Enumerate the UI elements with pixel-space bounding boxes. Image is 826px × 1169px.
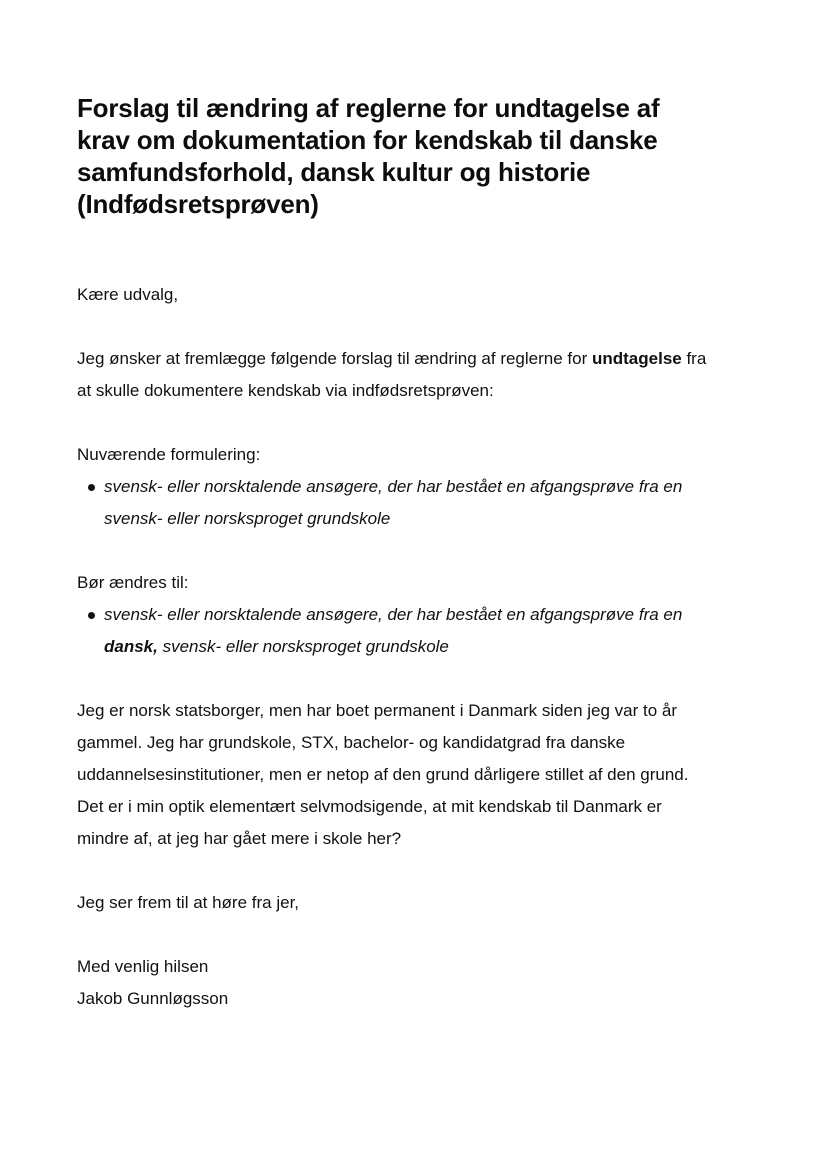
letter-body <box>77 279 717 1015</box>
greeting: Kære udvalg, <box>77 285 179 304</box>
signoff-line: Med venlig hilsen <box>77 957 209 976</box>
signature-name: Jakob Gunnløgsson <box>77 989 229 1008</box>
bullet-icon <box>88 612 95 619</box>
intro-bold-term: undtagelse <box>591 349 682 368</box>
intro-paragraph <box>77 343 717 407</box>
proposed-bold-term: dansk, <box>104 637 158 656</box>
closing-line: Jeg ser frem til at høre fra jer, <box>77 893 300 912</box>
proposed-formulation-item <box>77 599 717 663</box>
current-formulation-item <box>77 471 717 535</box>
bullet-icon <box>88 484 95 491</box>
letter-title: Forslag til ændring af reglerne for undtagelse af krav om dokumentation for kendskab til danske samfundsforhold, dansk kultur og historie (Indfødsretsprøven) <box>77 93 660 219</box>
current-formulation-text: svensk- eller norsktalende ansøgere, der har bestået en afgangsprøve fra en svensk- eller norsksproget grundskole <box>104 477 683 528</box>
intro-text-end: fra at skulle dokumentere kendskab via indfødsretsprøven: <box>77 349 707 400</box>
intro-text-start: Jeg ønsker at fremlægge følgende forslag til ændring af reglerne for <box>77 349 592 368</box>
proposed-text-start: svensk- eller norsktalende ansøgere, der har bestået en afgangsprøve fra en <box>104 605 683 624</box>
current-formulation-list <box>77 471 717 535</box>
proposed-text-end: svensk- eller norsksproget grundskole <box>157 637 449 656</box>
letter-page <box>77 92 717 1015</box>
current-formulation-label: Nuværende formulering: <box>77 445 261 464</box>
proposed-formulation-label: Bør ændres til: <box>77 573 189 592</box>
proposed-formulation-list <box>77 599 717 663</box>
explanation-paragraph: Jeg er norsk statsborger, men har boet permanent i Danmark siden jeg var to år gammel. Jeg har grundskole, STX, bachelor- og kandidatgrad fra danske uddannelsesinstitutioner, men er netop af den grund dårligere stillet af den grund. Det er i min optik elementært selvmodsigende, at mit kendskab til Danmark er mindre af, at jeg har gået mere i skole her? <box>77 701 689 848</box>
